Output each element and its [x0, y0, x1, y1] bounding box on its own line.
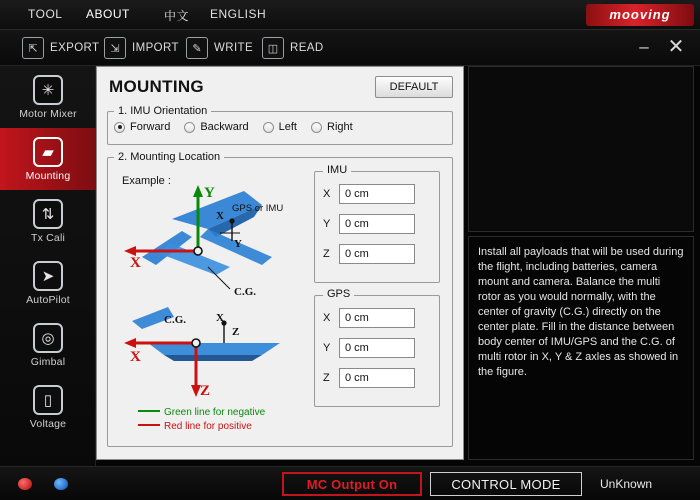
sidebar-item-label: AutoPilot — [26, 293, 70, 306]
preview-panel — [468, 66, 694, 232]
radio-dot-icon — [184, 122, 195, 133]
svg-text:C.G.: C.G. — [164, 314, 186, 326]
read-icon: ◫ — [262, 37, 284, 59]
brand-logo: mooving — [586, 4, 694, 26]
orientation-radio-row — [108, 117, 452, 137]
sidebar-item-tx-cali[interactable] — [0, 190, 96, 252]
gps-offsets-group — [314, 288, 440, 407]
legend-green: Green line for negative — [138, 407, 265, 418]
gps-z-input[interactable] — [339, 368, 415, 388]
rotor-icon: ✳ — [33, 75, 63, 105]
imu-y-label: Y — [323, 218, 331, 230]
export-label: EXPORT — [50, 42, 100, 54]
radio-forward[interactable] — [114, 121, 170, 133]
toolbar — [0, 30, 700, 66]
legend-red: Red line for positive — [138, 421, 252, 432]
mounting-location-group — [107, 151, 453, 447]
radio-left[interactable] — [263, 121, 297, 133]
imu-caption: IMU — [323, 164, 351, 176]
sidebar-item-autopilot[interactable] — [0, 252, 96, 314]
sidebar-item-label: Voltage — [29, 417, 67, 430]
radio-dot-icon — [311, 122, 322, 133]
imu-z-input[interactable] — [339, 244, 415, 264]
gps-z-label: Z — [323, 372, 330, 384]
svg-text:X: X — [130, 255, 141, 271]
imu-offsets-group — [314, 164, 440, 283]
imu-orientation-legend: 1. IMU Orientation — [118, 105, 208, 117]
import-button[interactable] — [104, 36, 179, 60]
active-indicator — [0, 128, 5, 190]
sidebar-item-label: Motor Mixer — [19, 107, 77, 120]
status-led-blue — [54, 478, 68, 490]
red-line-icon — [138, 424, 160, 426]
mounting-diagram — [112, 171, 312, 449]
imu-y-input[interactable] — [339, 214, 415, 234]
ruler-icon: ▰ — [33, 137, 63, 167]
battery-icon: ▯ — [33, 385, 63, 415]
minimize-button[interactable]: – — [639, 37, 649, 56]
imu-x-input[interactable] — [339, 184, 415, 204]
sidebar-item-label: Tx Cali — [30, 231, 66, 244]
control-mode-value: UnKnown — [600, 477, 653, 491]
autopilot-icon: ➤ — [33, 261, 63, 291]
mc-output-status: MC Output On — [282, 472, 422, 496]
gps-caption: GPS — [323, 288, 354, 300]
help-text: Install all payloads that will be used during the flight, including batteries, camera mount and camera. Balance the multi rotor as you would normally, with the center of gravity (C.G.) directly on the center plate. Fill in the distance between body center of IMU/GPS and the C.G. of multi rotor in X, Y & Z axles as showed in the figure. — [468, 236, 694, 460]
read-button[interactable] — [262, 36, 324, 60]
gps-y-row — [323, 338, 415, 358]
svg-text:Y: Y — [234, 238, 242, 250]
svg-text:Y: Y — [204, 185, 215, 201]
imu-y-row — [323, 214, 415, 234]
write-icon: ✎ — [186, 37, 208, 59]
status-led-red — [18, 478, 32, 490]
radio-dot-icon — [114, 122, 125, 133]
write-button[interactable] — [186, 36, 253, 60]
gps-x-input[interactable] — [339, 308, 415, 328]
import-icon: ⇲ — [104, 37, 126, 59]
gps-x-label: X — [323, 312, 331, 324]
example-label: Example : — [122, 175, 171, 187]
sidebar-item-voltage[interactable] — [0, 376, 96, 438]
svg-text:Z: Z — [200, 383, 211, 399]
gps-imu-label: GPS or IMU — [232, 203, 284, 214]
export-icon: ⇱ — [22, 37, 44, 59]
menu-item-chinese[interactable]: 中文 — [164, 9, 190, 23]
close-button[interactable]: ✕ — [667, 36, 685, 58]
sidebar-item-motor-mixer[interactable] — [0, 66, 96, 128]
gimbal-icon: ◎ — [33, 323, 63, 353]
control-mode-label: CONTROL MODE — [430, 472, 582, 496]
menu-item-english[interactable]: ENGLISH — [210, 7, 267, 21]
default-button[interactable]: DEFAULT — [375, 76, 453, 98]
imu-x-row — [323, 184, 415, 204]
svg-text:X: X — [216, 210, 224, 222]
radio-label: Backward — [200, 121, 249, 133]
radio-right[interactable] — [311, 121, 353, 133]
radio-label: Left — [278, 121, 297, 133]
imu-z-row — [323, 244, 415, 264]
page-title: MOUNTING — [109, 77, 204, 96]
sidebar-item-mounting[interactable] — [0, 128, 96, 190]
gps-x-row — [323, 308, 415, 328]
radio-dot-icon — [263, 122, 274, 133]
transmitter-icon: ⇅ — [33, 199, 63, 229]
read-label: READ — [290, 42, 324, 54]
menu-item-about[interactable]: ABOUT — [86, 7, 130, 21]
gps-y-input[interactable] — [339, 338, 415, 358]
main-panel — [96, 66, 464, 460]
export-button[interactable] — [22, 36, 99, 60]
import-label: IMPORT — [132, 42, 179, 54]
sidebar-item-label: Gimbal — [30, 355, 66, 368]
imu-x-label: X — [323, 188, 331, 200]
svg-text:Z: Z — [232, 326, 240, 338]
menu-item-tool[interactable]: TOOL — [28, 7, 63, 21]
svg-text:X: X — [216, 312, 224, 324]
mounting-location-legend: 2. Mounting Location — [118, 151, 221, 163]
radio-label: Forward — [130, 121, 171, 133]
green-line-icon — [138, 410, 160, 412]
sidebar-item-label: Mounting — [25, 169, 71, 182]
write-label: WRITE — [214, 42, 254, 54]
imu-z-label: Z — [323, 248, 330, 260]
sidebar-item-gimbal[interactable] — [0, 314, 96, 376]
svg-text:C.G.: C.G. — [234, 286, 256, 298]
imu-orientation-group — [107, 105, 453, 145]
status-bar — [0, 466, 700, 500]
radio-label: Right — [327, 121, 353, 133]
radio-backward[interactable] — [184, 121, 248, 133]
gps-z-row — [323, 368, 415, 388]
gps-y-label: Y — [323, 342, 331, 354]
menu-bar — [0, 0, 700, 30]
svg-text:X: X — [130, 349, 141, 365]
sidebar — [0, 66, 96, 472]
